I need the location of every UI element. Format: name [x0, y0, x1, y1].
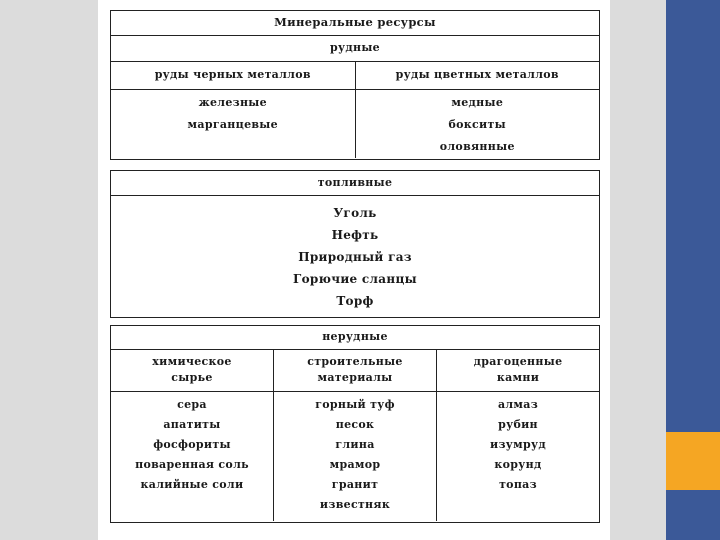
list-item: горный туф — [315, 398, 395, 411]
nonferrous-list — [355, 90, 600, 158]
ore-heading: рудные — [330, 41, 380, 54]
nonferrous-heading: руды цветных металлов — [355, 62, 600, 89]
list-item: Горючие сланцы — [293, 272, 417, 286]
list-item: известняк — [319, 498, 391, 511]
ferrous-list — [111, 90, 355, 158]
list-item: оловянные — [439, 140, 515, 153]
gem-list — [436, 392, 599, 521]
chem-heading-line: сырье — [171, 371, 213, 384]
list-item: мрамор — [329, 458, 381, 471]
nonmetallic-resources-table — [110, 325, 600, 523]
ore-resources-table — [110, 10, 600, 160]
list-item: Нефть — [331, 228, 379, 242]
chem-heading-line: химическое — [152, 355, 232, 368]
chem-list — [111, 392, 273, 521]
build-heading-line: материалы — [317, 371, 393, 384]
fuel-resources-table — [110, 170, 600, 318]
list-item: корунд — [494, 458, 542, 471]
gem-heading — [436, 350, 599, 391]
chem-heading — [111, 350, 273, 391]
list-item: марганцевые — [187, 118, 278, 131]
list-item: рубин — [498, 418, 538, 431]
list-item: Торф — [336, 294, 374, 308]
build-heading — [273, 350, 436, 391]
list-item: изумруд — [490, 438, 546, 451]
list-item: апатиты — [163, 418, 221, 431]
list-item: поваренная соль — [135, 458, 249, 471]
build-list — [273, 392, 436, 521]
list-item: глина — [335, 438, 375, 451]
list-item: калийные соли — [140, 478, 244, 491]
list-item: Природный газ — [298, 250, 412, 264]
gem-heading-line: драгоценные — [473, 355, 563, 368]
ferrous-heading: руды черных металлов — [154, 68, 311, 81]
build-heading-line: строительные — [307, 355, 403, 368]
gem-heading-line: камни — [496, 371, 540, 384]
list-item: топаз — [499, 478, 537, 491]
list-item: алмаз — [497, 398, 539, 411]
fuel-list — [111, 196, 599, 316]
list-item: сера — [177, 398, 207, 411]
side-accent — [666, 432, 720, 490]
list-item: бокситы — [448, 118, 506, 131]
list-item: Уголь — [333, 206, 377, 220]
list-item: фосфориты — [153, 438, 231, 451]
list-item: железные — [198, 96, 267, 109]
list-item: медные — [451, 96, 504, 109]
nonmetallic-heading: нерудные — [322, 330, 388, 343]
main-title: Минеральные ресурсы — [274, 15, 436, 29]
list-item: гранит — [331, 478, 379, 491]
list-item: песок — [335, 418, 375, 431]
fuel-heading: топливные — [317, 176, 393, 189]
